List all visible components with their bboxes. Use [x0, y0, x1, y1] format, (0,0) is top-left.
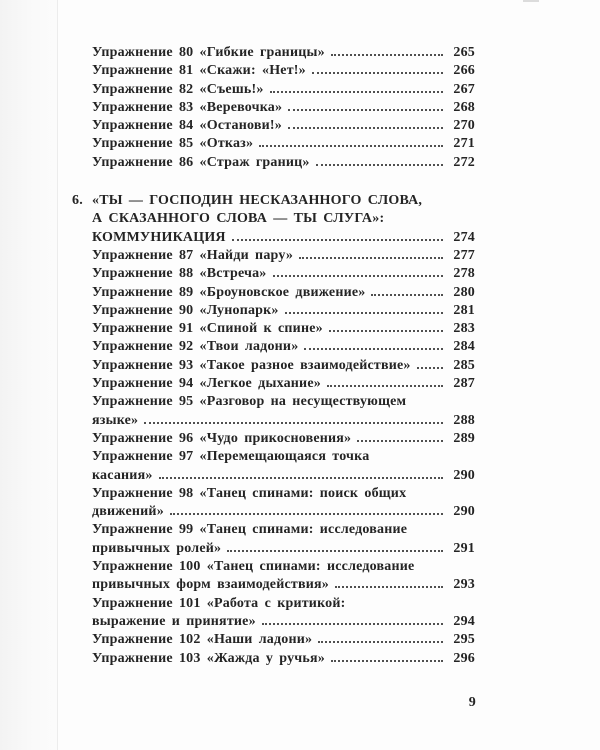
section-heading-line [92, 229, 475, 247]
scan-artifact [523, 0, 539, 2]
toc-entry [92, 135, 475, 153]
toc-entry-line [92, 265, 475, 283]
page-ref: 268 [453, 99, 475, 115]
page-ref: 280 [453, 284, 475, 300]
toc-entry-line [92, 302, 475, 320]
toc-entry-line [92, 154, 475, 172]
page-ref: 290 [453, 467, 475, 483]
toc-entry-line [92, 247, 475, 265]
dot-leader [331, 54, 443, 56]
page-ref: 270 [453, 118, 475, 134]
dot-leader [417, 367, 443, 369]
page-ref: 265 [453, 45, 475, 60]
dot-leader [318, 641, 443, 643]
toc-entry-line-text: Упражнение 103 «Жажда у ручья» [92, 650, 325, 666]
page-ref: 296 [453, 650, 475, 666]
toc-entry [92, 595, 475, 632]
toc-entry [92, 485, 475, 522]
toc-entry-line-text: Упражнение 102 «Наши ладони» [92, 632, 313, 648]
toc-entry [92, 154, 475, 172]
dot-leader [299, 257, 443, 259]
toc-entry-line-text: Упражнение 94 «Легкое дыхание» [92, 376, 321, 392]
dot-leader [227, 550, 443, 552]
toc-entry-line-text: Упражнение 85 «Отказ» [92, 136, 254, 152]
dot-leader [288, 109, 443, 111]
toc-entry-line [92, 320, 475, 338]
toc-entry-line-text: Упражнение 84 «Останови!» [92, 118, 282, 134]
toc-entry-line [92, 412, 475, 430]
page-ref: 293 [453, 577, 475, 593]
dot-leader [331, 660, 443, 662]
page-ref: 295 [453, 632, 475, 648]
dot-leader [304, 348, 443, 350]
toc-entry [92, 430, 475, 448]
toc-entry [92, 448, 475, 485]
dot-leader [329, 330, 443, 332]
toc-entry-line [92, 613, 475, 631]
page-ref: 289 [453, 430, 475, 446]
toc-entry [92, 302, 475, 320]
dot-leader [357, 440, 443, 442]
toc-entry-line: Упражнение 95 «Разговор на несуществующем [92, 394, 407, 410]
page-ref: 271 [453, 136, 475, 152]
toc-entry-line [92, 430, 475, 448]
dot-leader [144, 422, 443, 424]
toc-entry-line-text: Упражнение 81 «Скажи: «Нет!» [92, 63, 306, 79]
dot-leader [259, 145, 443, 147]
page-ref: 277 [453, 247, 475, 263]
toc-entry-line-text: Упражнение 92 «Твои ладони» [92, 339, 299, 355]
page-ref: 287 [453, 376, 475, 392]
toc-entry [92, 265, 475, 283]
toc-entry-line-text: привычных ролей» [92, 540, 222, 556]
toc-entry-line-text: Упражнение 87 «Найди пару» [92, 247, 294, 263]
toc-entry [92, 284, 475, 302]
page-ref: 291 [453, 540, 475, 556]
page-edge-shadow [0, 0, 58, 750]
toc-entry [92, 44, 475, 62]
toc-entry [92, 558, 475, 595]
page-ref: 283 [453, 321, 475, 337]
toc-entry-line: Упражнение 101 «Работа с критикой: [92, 595, 346, 611]
toc-entry-line-text: Упражнение 90 «Лунопарк» [92, 302, 279, 318]
page-ref: 267 [453, 81, 475, 97]
toc-entry [92, 375, 475, 393]
toc-entry [92, 631, 475, 649]
toc-entry-line [92, 357, 475, 375]
dot-leader [262, 623, 443, 625]
toc-entry-line-text: касания» [92, 467, 153, 483]
dot-leader [288, 127, 443, 129]
toc-entry-line [92, 81, 475, 99]
toc-entry [92, 247, 475, 265]
page-ref: 266 [453, 63, 475, 79]
toc-entry-line-text: Упражнение 86 «Страж границ» [92, 154, 310, 170]
toc-entry-line [92, 135, 475, 153]
toc-entry-line-text: языке» [92, 412, 139, 428]
toc-entry-line-text: Упражнение 82 «Съешь!» [92, 81, 264, 97]
toc-entry-line [92, 284, 475, 302]
dot-leader [335, 586, 443, 588]
page-ref: 284 [453, 339, 475, 355]
page-ref: 278 [453, 266, 475, 282]
dot-leader [159, 477, 443, 479]
toc-entry-line-text: Упражнение 96 «Чудо прикосновения» [92, 430, 352, 446]
page-ref: 281 [453, 302, 475, 318]
toc-entry-line [92, 650, 475, 668]
toc-entry-line: Упражнение 98 «Танец спинами: поиск общих [92, 485, 407, 501]
dot-leader [285, 312, 443, 314]
page-ref: 288 [453, 412, 475, 428]
page-ref: 272 [453, 154, 475, 170]
section-heading-line-text: КОММУНИКАЦИЯ [92, 229, 226, 245]
dot-leader [312, 72, 443, 74]
dot-leader [273, 275, 443, 277]
toc-entry-line [92, 576, 475, 594]
page-ref: 294 [453, 613, 475, 629]
toc-entry-line [92, 338, 475, 356]
toc-entry-line [92, 503, 475, 521]
toc-entry-line [92, 375, 475, 393]
dot-leader [170, 513, 443, 515]
toc-entry-line [92, 467, 475, 485]
toc-entry-line: Упражнение 97 «Перемещающаяся точка [92, 449, 370, 465]
dot-leader [371, 294, 443, 296]
toc-entry-line-text: Упражнение 89 «Броуновское движение» [92, 284, 366, 300]
dot-leader [316, 164, 443, 166]
toc-entry-line-text: Упражнение 83 «Веревочка» [92, 99, 283, 115]
page-ref: 290 [453, 504, 475, 520]
toc-entry-line-text: движений» [92, 504, 164, 520]
toc-entry [92, 521, 475, 558]
section-heading-line: А СКАЗАННОГО СЛОВА — ТЫ СЛУГА»: [92, 211, 385, 227]
toc-entry [92, 81, 475, 99]
toc-entry-line [92, 44, 475, 62]
section-heading [72, 192, 475, 247]
toc-entry-line: Упражнение 100 «Танец спинами: исследование [92, 559, 415, 575]
toc-entry [92, 357, 475, 375]
toc-entry-line-text: привычных форм взаимодействия» [92, 577, 329, 593]
toc-entry [92, 320, 475, 338]
page-ref: 285 [453, 357, 475, 373]
toc-entry [92, 117, 475, 135]
page-number: 9 [468, 695, 476, 710]
toc-entry-line [92, 99, 475, 117]
toc-entry-line [92, 62, 475, 80]
dot-leader [232, 239, 443, 241]
toc-entry-line-text: Упражнение 88 «Встреча» [92, 266, 267, 282]
toc-entry [92, 650, 475, 668]
page-ref: 274 [453, 229, 475, 245]
toc-entry-line [92, 631, 475, 649]
toc-entry [92, 338, 475, 356]
toc-entry-line-text: Упражнение 91 «Спиной к спине» [92, 321, 323, 337]
toc-entry-line [92, 117, 475, 135]
toc-entry [92, 393, 475, 430]
toc-entry-line-text: выражение и принятие» [92, 613, 256, 629]
toc-entry [92, 99, 475, 117]
dot-leader [327, 385, 443, 387]
section-number: 6. [72, 193, 83, 209]
toc-entry-line: Упражнение 99 «Танец спинами: исследование [92, 522, 408, 538]
toc-entry-line-text: Упражнение 80 «Гибкие границы» [92, 45, 325, 60]
table-of-contents [72, 44, 475, 668]
toc-entry-line [92, 540, 475, 558]
toc-entry-line-text: Упражнение 93 «Такое разное взаимодействие» [92, 357, 411, 373]
section-heading-line: «ТЫ — ГОСПОДИН НЕСКАЗАННОГО СЛОВА, [92, 193, 423, 209]
toc-entry [92, 62, 475, 80]
dot-leader [270, 91, 443, 93]
